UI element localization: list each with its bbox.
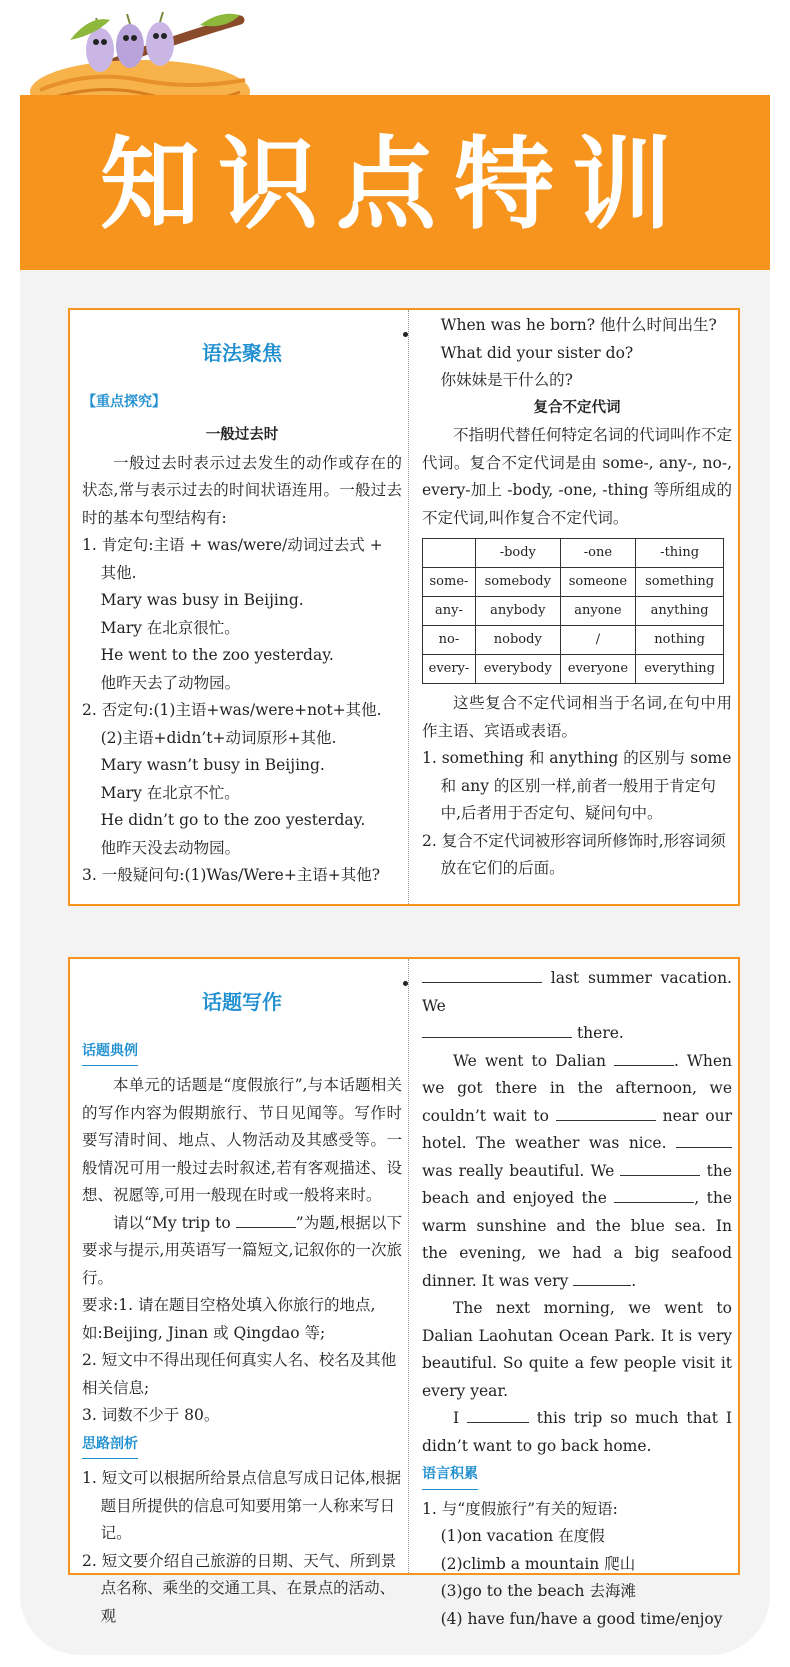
topic-paragraph: 本单元的话题是“度假旅行”,与本话题相关的写作内容为假期旅行、节日见闻等。写作时要写清时间、地点、人物活动及其感受等。一般情况可用一般过去时叙述,若有客观描述、设想、祝愿等,可用一般现在时或一般将来时。	[82, 1076, 402, 1204]
sample-text: there.	[576, 1024, 624, 1042]
example-line: 他昨天去了动物园。	[100, 673, 241, 692]
answer-blank	[676, 1134, 732, 1148]
table-cell	[423, 539, 476, 568]
answer-blank	[620, 1162, 700, 1176]
sample-text: last summer vacation. We	[422, 969, 732, 1015]
subheading-compound-pronouns: 复合不定代词	[533, 399, 621, 416]
table-cell: /	[560, 626, 636, 655]
divider-dot	[403, 332, 408, 337]
sample-paragraph-3: The next morning, we went to Dalian Laohutan Ocean Park. It is very beautiful. So quite a few people visit it every year.	[422, 1299, 732, 1400]
sample-text: the beach and enjoyed the	[422, 1161, 732, 1207]
sample-line	[422, 1020, 732, 1048]
requirement-1: 要求:1. 请在题目空格处填入你旅行的地点,如:Beijing, Jinan 或 Qingdao 等;	[82, 1296, 376, 1342]
rule-question: 3. 一般疑问句:(1)Was/Were+主语+其他?	[82, 866, 381, 884]
answer-blank	[614, 1189, 694, 1203]
header-band	[20, 95, 770, 270]
example-line: Mary wasn’t busy in Beijing.	[100, 756, 325, 774]
tag-analysis: 思路剖析	[82, 1431, 138, 1460]
sample-text: near our hotel. The weather was nice.	[422, 1106, 732, 1152]
analysis-2: 2. 短文要介绍自己旅游的日期、天气、所到景点名称、乘坐的交通工具、在景点的活动、观	[82, 1551, 397, 1625]
example-line: When was he born? 他什么时间出生?	[440, 316, 717, 334]
answer-blank	[614, 1052, 674, 1066]
section-title-grammar: 语法聚焦	[202, 341, 282, 365]
vocab-item: (1)on vacation 在度假	[440, 1527, 605, 1545]
table-cell: nothing	[636, 626, 724, 655]
note-1: 1. something 和 anything 的区别与 some 和 any 的区别一样,前者一般用于肯定句中,后者用于否定句、疑问句中。	[422, 749, 732, 822]
table-cell: anyone	[560, 597, 636, 626]
sample-text: .	[631, 1271, 637, 1290]
column-divider	[408, 310, 410, 904]
vocab-heading: 1. 与“度假旅行”有关的短语:	[422, 1499, 618, 1518]
table-cell: any-	[423, 597, 476, 626]
pronoun-intro: 不指明代替任何特定名词的代词叫作不定代词。复合不定代词是由 some-, any-, no-, every-加上 -body, -one, -thing 等所组成的不定代词,叫作复合不定代词。	[422, 426, 733, 527]
sample-text: , the warm sunshine and the blue sea. In the evening, we had a big seafood dinner. It was very	[422, 1189, 732, 1290]
rule-negative-2: (2)主语+didn’t+动词原形+其他.	[100, 728, 337, 747]
requirement-3: 3. 词数不少于 80。	[82, 1406, 220, 1424]
table-cell: everything	[636, 655, 724, 684]
table-cell: -thing	[636, 539, 724, 568]
table-cell: someone	[560, 568, 636, 597]
answer-blank	[422, 1024, 572, 1038]
task-text: ”为题,根据以下要求与提示,用英语写一篇短文,记叙你的一次旅行。	[82, 1213, 403, 1287]
writing-card	[68, 957, 740, 1628]
requirement-2: 2. 短文中不得出现任何真实人名、校名及其他相关信息;	[82, 1351, 397, 1397]
answer-blank	[422, 969, 542, 983]
table-cell: some-	[423, 568, 476, 597]
rule-negative: 2. 否定句:(1)主语+was/were+not+其他.	[82, 701, 382, 719]
answer-blank	[467, 1409, 529, 1423]
note-2: 2. 复合不定代词被形容词所修饰时,形容词须放在它们的后面。	[422, 831, 726, 877]
example-line: 你妹妹是干什么的?	[440, 371, 573, 389]
example-line: What did your sister do?	[440, 343, 634, 362]
sample-text: I	[453, 1409, 460, 1427]
table-row	[423, 655, 724, 684]
table-cell: everyone	[560, 655, 636, 684]
title-blank	[236, 1214, 296, 1228]
example-line: Mary 在北京很忙。	[100, 618, 240, 637]
sample-text: We went to Dalian	[453, 1051, 606, 1070]
tag-key-points: 【重点探究】	[82, 393, 166, 410]
vocab-item: (3)go to the beach 去海滩	[440, 1582, 636, 1600]
example-line: He went to the zoo yesterday.	[100, 646, 334, 664]
intro-paragraph: 一般过去时表示过去发生的动作或存在的状态,常与表示过去的时间状语连用。一般过去时的基本句型结构有:	[82, 453, 402, 527]
page-title: 知识点特训	[100, 126, 690, 243]
table-cell: something	[636, 568, 724, 597]
table-cell: somebody	[475, 568, 560, 597]
sample-text: . When we got there in the afternoon, we couldn’t wait to	[422, 1051, 732, 1125]
table-row	[423, 568, 724, 597]
divider-dot	[403, 981, 408, 986]
sample-line	[422, 965, 732, 1020]
table-row	[423, 626, 724, 655]
vocab-item: (2)climb a mountain 爬山	[440, 1554, 636, 1573]
pronoun-table	[422, 538, 724, 684]
column-divider	[408, 959, 410, 1573]
tag-topic-example: 话题典例	[82, 1038, 138, 1067]
answer-blank	[556, 1107, 656, 1121]
sample-paragraph-2	[422, 1048, 732, 1296]
table-cell: nobody	[475, 626, 560, 655]
grammar-left-column	[82, 310, 402, 904]
tag-language-accumulation: 语言积累	[422, 1461, 478, 1490]
sample-paragraph-4	[422, 1405, 732, 1460]
task-paragraph	[82, 1210, 402, 1293]
grammar-card	[68, 308, 740, 906]
table-cell: every-	[423, 655, 476, 684]
rule-affirmative-cont: 其他.	[100, 563, 137, 582]
example-line: 他昨天没去动物园。	[100, 838, 241, 857]
table-cell: anything	[636, 597, 724, 626]
table-cell: -one	[560, 539, 636, 568]
answer-blank	[573, 1272, 631, 1286]
sample-text: this trip so much that I didn’t want to go back home.	[422, 1409, 732, 1455]
table-row	[423, 597, 724, 626]
section-title-writing: 话题写作	[202, 990, 282, 1014]
table-cell: anybody	[475, 597, 560, 626]
writing-left-column	[82, 959, 403, 1625]
sample-text: was really beautiful. We	[422, 1161, 615, 1180]
table-cell: -body	[475, 539, 560, 568]
vocab-item: (4) have fun/have a good time/enjoy	[440, 1609, 723, 1628]
table-header-row	[423, 539, 724, 568]
table-cell: everybody	[475, 655, 560, 684]
example-line: He didn’t go to the zoo yesterday.	[100, 811, 366, 829]
rule-affirmative: 1. 肯定句:主语 + was/were/动词过去式 +	[82, 536, 383, 554]
task-text: 请以“My trip to	[113, 1213, 231, 1232]
table-cell: no-	[423, 626, 476, 655]
grammar-right-column	[422, 310, 732, 904]
writing-right-column	[422, 959, 732, 1628]
subheading-simple-past: 一般过去时	[205, 427, 279, 443]
analysis-1: 1. 短文可以根据所给景点信息写成日记体,根据题目所提供的信息可知要用第一人称来写日记。	[82, 1469, 402, 1542]
after-table-paragraph: 这些复合不定代词相当于名词,在句中用作主语、宾语或表语。	[422, 694, 732, 740]
example-line: Mary 在北京不忙。	[100, 783, 240, 802]
example-line: Mary was busy in Beijing.	[100, 591, 304, 609]
